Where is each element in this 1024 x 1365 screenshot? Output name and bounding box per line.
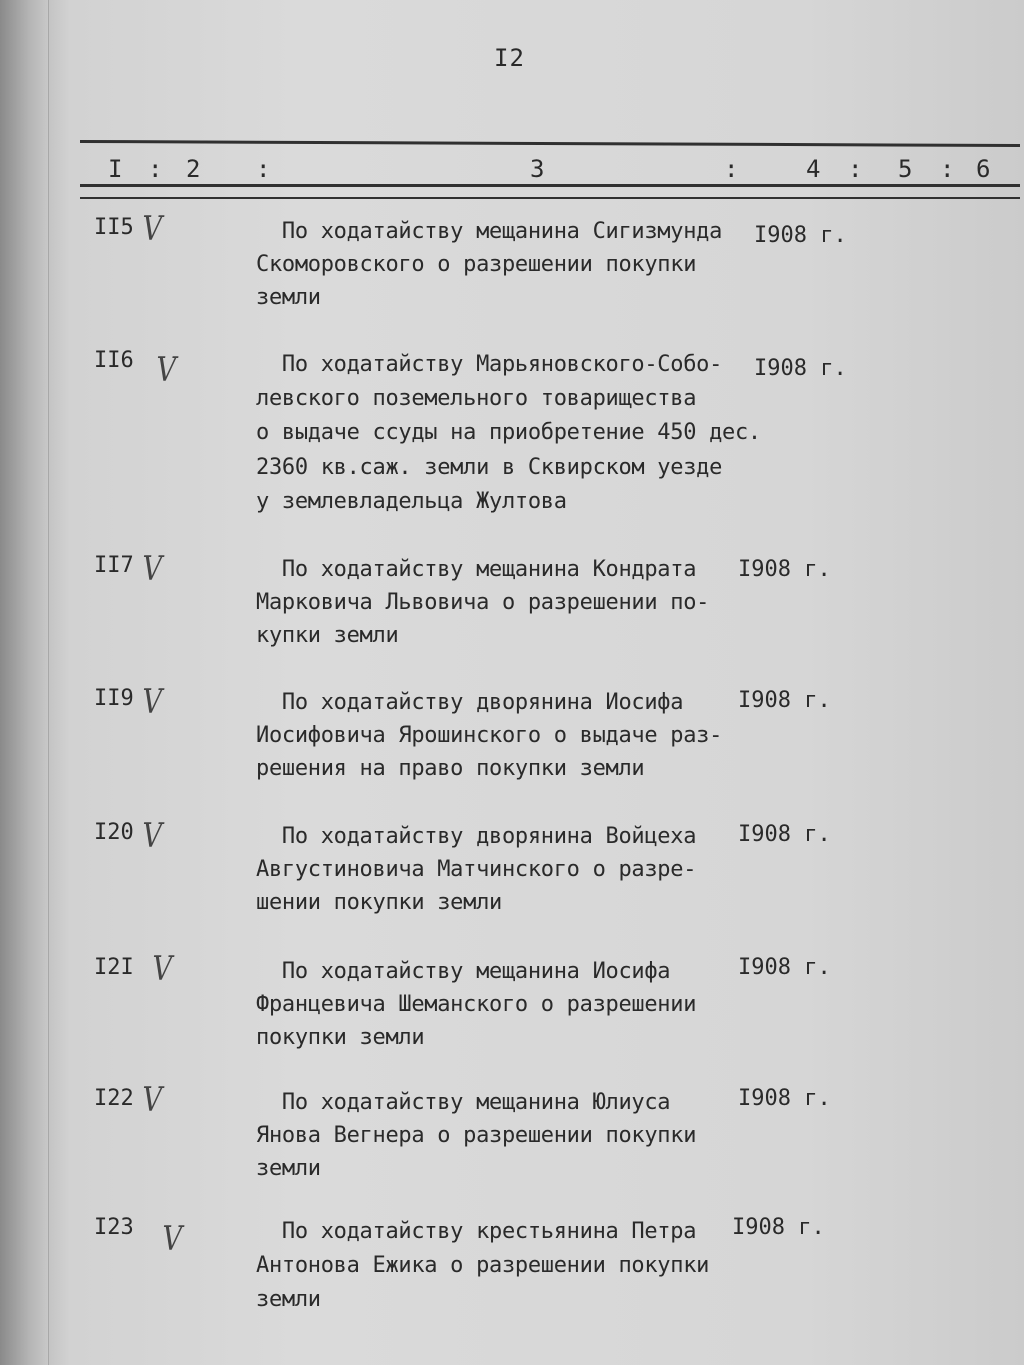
- entry-number: II5: [94, 215, 134, 240]
- entry-year: I908 г.: [738, 955, 831, 980]
- column-header-2: 2: [186, 155, 201, 183]
- column-separator: :: [256, 155, 271, 183]
- entry-year: I908 г.: [754, 223, 847, 248]
- check-mark-icon: V: [142, 1080, 163, 1120]
- entry-line: левского поземельного товарищества: [256, 386, 697, 411]
- column-separator: :: [848, 155, 863, 183]
- check-mark-icon: V: [142, 209, 163, 249]
- header-under-rule: [80, 197, 1020, 199]
- entry-number: I20: [94, 820, 134, 845]
- check-mark-icon: V: [142, 549, 163, 589]
- column-header-4: 4: [806, 155, 821, 183]
- entry-line: земли: [256, 1287, 321, 1312]
- entry-line: По ходатайству мещанина Иосифа: [256, 959, 671, 984]
- check-mark-icon: V: [142, 682, 163, 722]
- column-header-1: I: [108, 155, 123, 183]
- check-mark-icon: V: [152, 949, 173, 989]
- entry-line: о выдаче ссуды на приобретение 450 дес.: [256, 420, 761, 445]
- entry-number: II9: [94, 686, 134, 711]
- entry-line: Францевича Шеманского о разрешении: [256, 992, 697, 1017]
- entry-line: По ходатайству мещанина Кондрата: [256, 557, 697, 582]
- entry-line: Скоморовского о разрешении покупки: [256, 252, 697, 277]
- entry-line: По ходатайству мещанина Сигизмунда: [256, 219, 723, 244]
- page-number: I2: [494, 44, 525, 72]
- column-separator: :: [724, 155, 739, 183]
- binding-spine: [0, 0, 49, 1365]
- column-header-5: 5: [898, 155, 913, 183]
- entry-year: I908 г.: [738, 557, 831, 582]
- check-mark-icon: V: [142, 816, 163, 856]
- entry-line: Иосифовича Ярошинского о выдаче раз-: [256, 723, 723, 748]
- entry-line: 2360 кв.саж. земли в Сквирском уезде: [256, 455, 723, 480]
- entry-line: покупки земли: [256, 1025, 425, 1050]
- entry-year: I908 г.: [732, 1215, 825, 1240]
- entry-line: Марковича Львовича о разрешении по-: [256, 590, 710, 615]
- entry-line: шении покупки земли: [256, 890, 502, 915]
- entry-line: По ходатайству крестьянина Петра: [256, 1219, 697, 1244]
- entry-line: Антонова Ежика о разрешении покупки: [256, 1253, 710, 1278]
- entry-year: I908 г.: [738, 822, 831, 847]
- column-header-3: 3: [530, 155, 545, 183]
- entry-line: По ходатайству Марьяновского-Собо-: [256, 352, 723, 377]
- column-separator: :: [148, 155, 163, 183]
- entry-line: Янова Вегнера о разрешении покупки: [256, 1123, 697, 1148]
- header-bottom-rule: [80, 184, 1020, 187]
- entry-line: По ходатайству дворянина Иосифа: [256, 690, 684, 715]
- entry-number: I22: [94, 1086, 134, 1111]
- column-header-6: 6: [976, 155, 991, 183]
- column-separator: :: [940, 155, 955, 183]
- entry-line: Августиновича Матчинского о разре-: [256, 857, 697, 882]
- entry-number: I23: [94, 1215, 134, 1240]
- entry-line: у землевладельца Жултова: [256, 489, 567, 514]
- entry-line: решения на право покупки земли: [256, 756, 645, 781]
- entry-year: I908 г.: [738, 1086, 831, 1111]
- entry-line: По ходатайству дворянина Войцеха: [256, 824, 697, 849]
- entry-number: II6: [94, 348, 134, 373]
- entry-line: земли: [256, 1156, 321, 1181]
- check-mark-icon: V: [162, 1219, 183, 1259]
- header-top-rule: [80, 140, 1020, 147]
- entry-number: I2I: [94, 955, 134, 980]
- entry-number: II7: [94, 553, 134, 578]
- entry-year: I908 г.: [754, 356, 847, 381]
- check-mark-icon: V: [156, 350, 177, 390]
- entry-line: земли: [256, 285, 321, 310]
- entry-line: По ходатайству мещанина Юлиуса: [256, 1090, 671, 1115]
- entry-year: I908 г.: [738, 688, 831, 713]
- entry-line: купки земли: [256, 623, 399, 648]
